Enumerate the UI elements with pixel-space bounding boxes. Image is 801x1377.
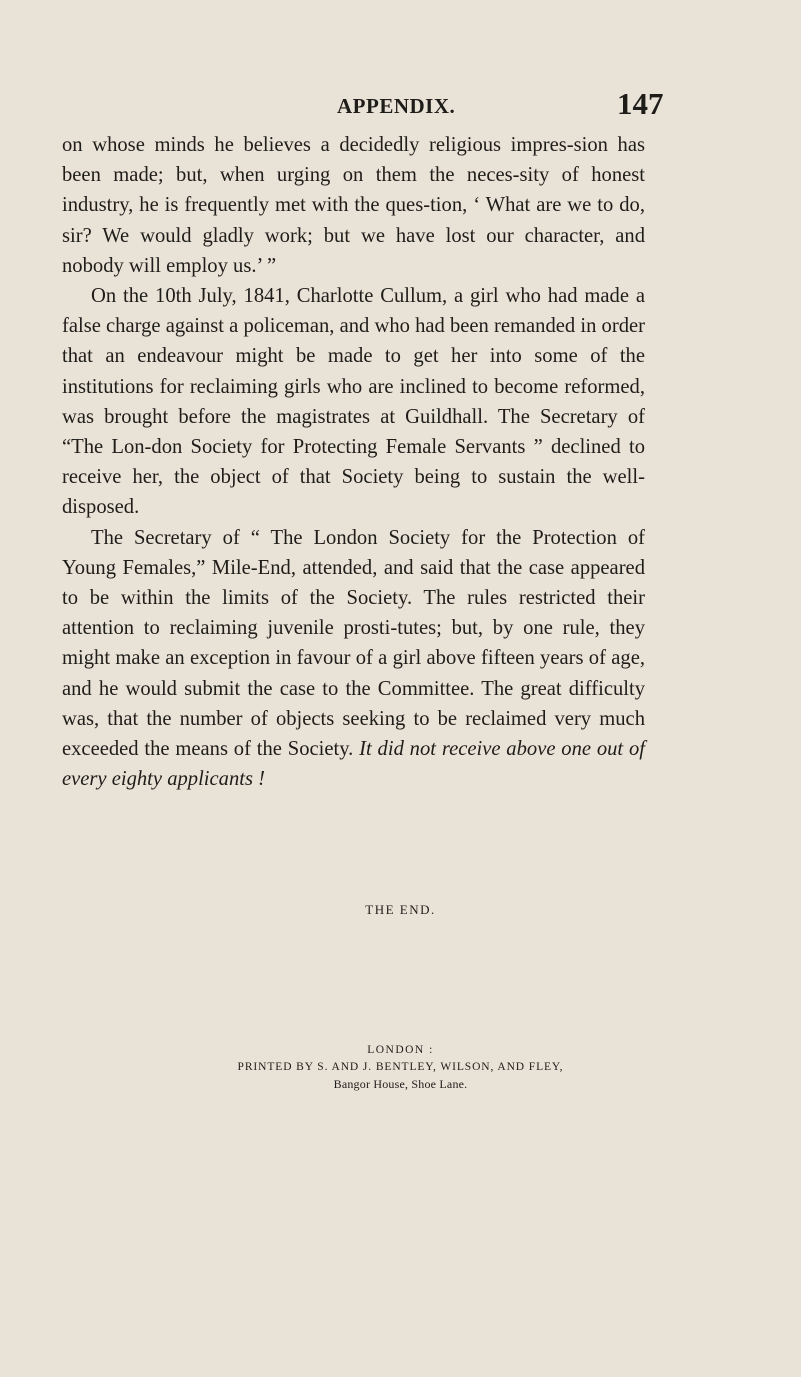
- the-end: THE END.: [365, 902, 436, 917]
- paragraph-continued: [62, 130, 645, 281]
- imprint-address: Bangor House, Shoe Lane.: [333, 1077, 468, 1091]
- imprint-place: LONDON :: [367, 1044, 434, 1056]
- paragraph-text: The Secretary of “ The London Society for the Protection of Young Females,” Mile-End, attended, and said that the case appeared to be within the limits of the Society. The rules restricted their attention to reclaiming juvenile prosti-tutes; but, by one rule, they might make an exception in favour of a girl above fifteen years of age, and he would submit the case to the Committee. The great difficulty was, that the number of objects seeking to be reclaimed very much exceeded the means of the Society.: [62, 526, 645, 761]
- paragraph-text: On the 10th July, 1841, Charlotte Cullum, a girl who had made a false charge against a policeman, and who had been remanded in order that an endeavour might be made to get her into some of the institutions for reclaiming girls who are inclined to become reformed, was brought before the magistrates at Guildhall. The Secretary of “The Lon-don Society for Protecting Female Servants ” declined to receive her, the object of that Society being to sustain the well-disposed.: [62, 285, 645, 519]
- paragraph-text: on whose minds he believes a decidedly religious impres-sion has been made; but, when urging on them the neces-sity of honest industry, he is frequently met with the ques-tion, ‘ What are we to do, sir? We would gladly work; but we have lost our character, and nobody will employ us.’ ”: [62, 134, 645, 277]
- imprint-printers: PRINTED BY S. AND J. BENTLEY, WILSON, AND FLEY,: [237, 1061, 564, 1073]
- italic-conclusion: It did not receive above one out of every eighty applicants !: [62, 738, 645, 791]
- body-text: [62, 130, 645, 794]
- paragraph-cullum-case: [62, 281, 645, 523]
- running-title: APPENDIX.: [337, 94, 456, 118]
- printer-imprint: [0, 1042, 801, 1093]
- page-number: 147: [617, 86, 664, 121]
- running-head: [0, 86, 801, 126]
- paragraph-society-response: [62, 523, 645, 795]
